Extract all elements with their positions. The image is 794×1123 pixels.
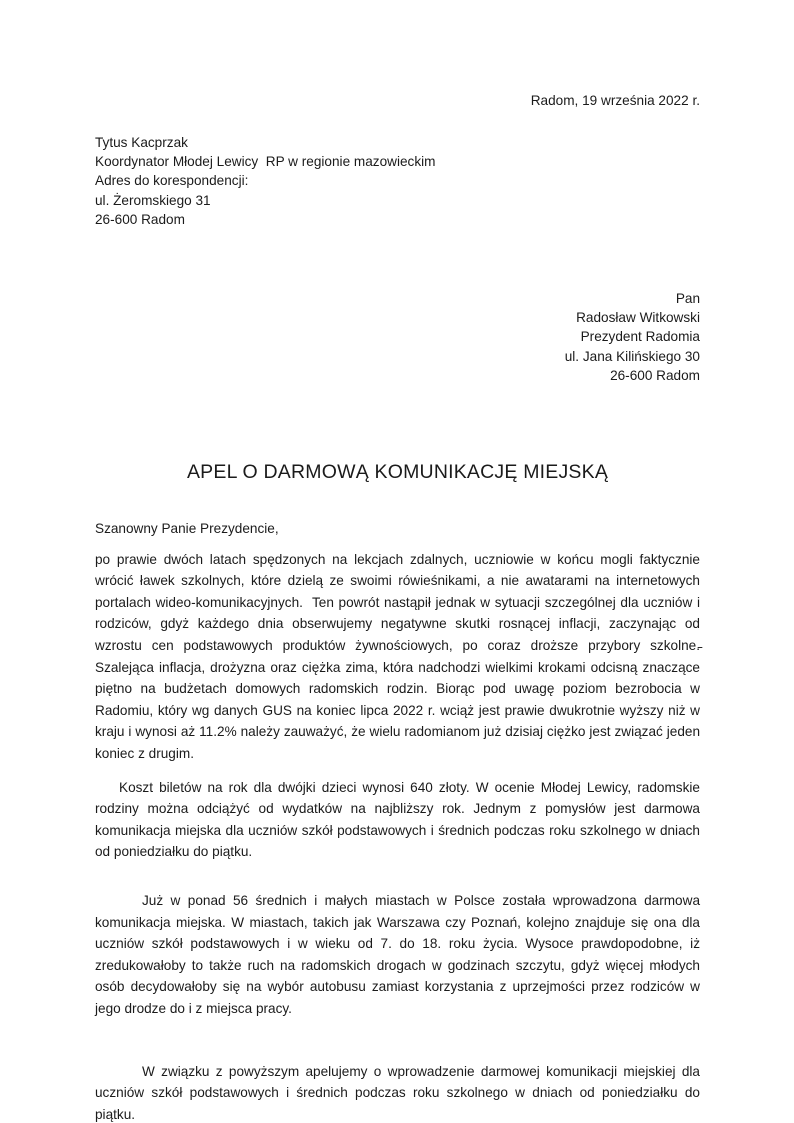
recipient-honorific: Pan — [675, 291, 700, 307]
sender-role: Koordynator Młodej Lewicy RP w regionie mazowieckim — [95, 154, 436, 170]
recipient-block — [95, 289, 700, 385]
sender-block — [95, 133, 700, 229]
sender-street: ul. Żeromskiego 31 — [95, 192, 211, 208]
body-paragraph-2: Koszt biletów na rok dla dwójki dzieci wynosi 640 złoty. W ocenie Młodej Lewicy, radomskie rodziny można odciążyć od wydatków na najbliższy rok. Jednym z pomysłów jest darmowa komunikacja miejska dla uczniów szkół podstawowych i średnich podczas roku szkolnego w dniach od poniedziałku do piątku. — [95, 779, 704, 860]
letter-title: APEL O DARMOWĄ KOMUNIKACJĘ MIEJSKĄ — [186, 461, 609, 484]
salutation: Szanowny Panie Prezydencie, — [95, 521, 279, 537]
recipient-role: Prezydent Radomia — [580, 329, 700, 345]
recipient-city: 26-600 Radom — [610, 367, 700, 383]
recipient-name: Radosław Witkowski — [576, 310, 700, 326]
recipient-street: ul. Jana Kilińskiego 30 — [564, 348, 700, 364]
sender-name: Tytus Kacprzak — [95, 135, 188, 150]
body-paragraph-3: Już w ponad 56 średnich i małych miastach w Polsce została wprowadzona darmowa komunikacja miejska. W miastach, takich jak Warszawa czy Poznań, kolejno znajduje się ona dla uczniów szkół podstawowych i w wieku od 7. do 18. roku życia. Wysoce prawdopodobne, iż zredukowałoby to także ruch na radomskich drogach w godzinach szczytu, gdyż więcej młodych osób decydowałoby się na wybór autobusu zamiast korzystania z uprzejmości przez rodziców w jego drodze do i z miejsca pracy. — [95, 892, 704, 1016]
body-paragraph-4: W związku z powyższym apelujemy o wprowadzenie darmowej komunikacji miejskiej dla uczniów szkół podstawowych i średnich podczas roku szkolnego w dniach od poniedziałku do piątku. — [95, 1063, 704, 1122]
sender-address-label: Adres do korespondencji: — [95, 173, 249, 189]
date-line: Radom, 19 września 2022 r. — [530, 93, 700, 108]
body-paragraph-1: po prawie dwóch latach spędzonych na lekcjach zdalnych, uczniowie w końcu mogli faktycznie wrócić ławek szkolnych, które dzielą ze swoimi rówieśnikami, a nie awatarami na internetowych portalach wideo-komunikacyjnych. Ten powrót nastąpił jednak w sytuacji szczególnej dla uczniów i rodziców, gdyż każdego dnia obserwujemy negatywne skutki rosnącej inflacji, zaczynając od wzrostu cen podstawowych produktów żywnościowych, po coraz droższe przybory szkolne.̵ Szalejąca inflacja, drożyzna oraz ciężka zima, która nadchodzi wielkimi krokami odcisną znaczące piętno na budżetach domowych radomskich rodzin. Biorąc pod uwagę poziom bezrobocia w Radomiu, który wg danych GUS na koniec lipca 2022 r. wciąż jest prawie dwukrotnie wyższy niż w kraju i wynosi aż 11.2% należy zauważyć, że wielu radomianom już dzisiaj ciężko jest związać jeden koniec z drugim. — [95, 551, 704, 761]
sender-city: 26-600 Radom — [95, 211, 185, 227]
